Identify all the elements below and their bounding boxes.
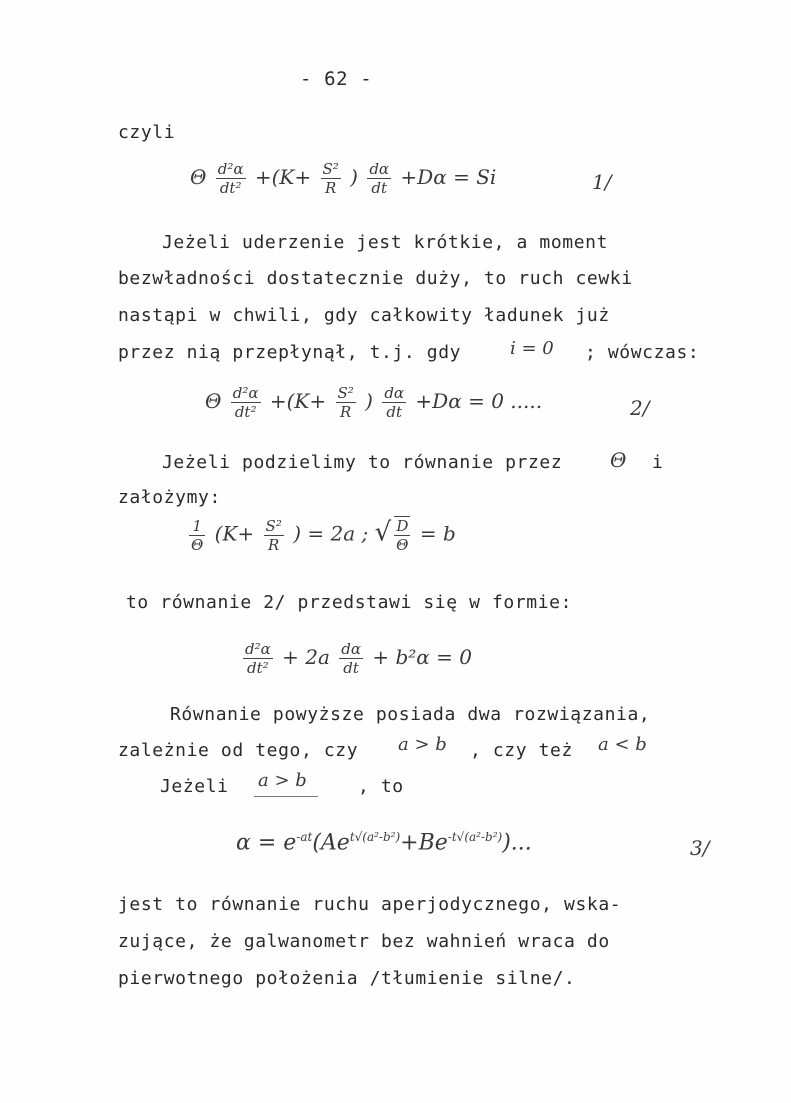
text-line-6: Jeżeli podzielimy to równanie przez <box>162 452 563 473</box>
eq1-close: ) <box>350 165 358 189</box>
equation-reduced <box>240 640 472 677</box>
page-number: - 62 - <box>300 68 373 90</box>
def-one: 1 <box>189 517 205 536</box>
eq1-second-derivative <box>216 160 246 197</box>
eq1-s2-over-r <box>321 160 341 197</box>
definition-equation <box>186 516 456 554</box>
eq2-close: ) <box>365 389 373 413</box>
def-rest: ) = 2a ; <box>293 521 369 546</box>
eq3-first-derivative <box>339 640 363 677</box>
eq2-theta: Θ <box>205 389 222 413</box>
eq2-s2: S² <box>337 384 354 402</box>
def-one-over-theta <box>189 517 205 554</box>
eq2-d2-num: d²α <box>232 384 259 402</box>
eq1-first-derivative <box>367 160 391 197</box>
text-line-12: jest to równanie ruchu aperjodycznego, wska- <box>118 894 622 915</box>
condition-a-lt-b: a < b <box>598 734 647 755</box>
theta-symbol: Θ <box>610 448 627 472</box>
eq3-d2-num: d²α <box>245 640 271 658</box>
def-theta2: Θ <box>396 536 409 554</box>
text-line-11b: , to <box>358 776 404 797</box>
text-line-10b: , czy też <box>470 740 573 761</box>
eq1-d2-den: dt² <box>219 179 242 197</box>
text-line-3: bezwładności dostatecznie duży, to ruch cewki <box>118 268 633 289</box>
eq1-r: R <box>325 179 337 197</box>
handwritten-underline <box>254 796 318 797</box>
equation-3 <box>236 830 532 855</box>
condition-a-gt-b: a > b <box>398 734 447 755</box>
def-mid: (K+ <box>214 521 255 546</box>
eq4-lhs: α = e <box>236 830 297 856</box>
equation-1 <box>190 160 496 197</box>
def-s2: S² <box>265 516 282 535</box>
text-line-5: przez nią przepłynął, t.j. gdy <box>118 342 462 363</box>
eq2-second-derivative <box>231 384 261 421</box>
eq3-d2-den: dt² <box>247 659 269 677</box>
text-line-4: nastąpi w chwili, gdy całkowity ładunek już <box>118 305 610 326</box>
text-line-7: założymy: <box>118 487 221 508</box>
equation-2 <box>205 384 542 421</box>
def-theta: Θ <box>191 535 204 554</box>
eq2-da: dα <box>384 384 405 402</box>
eq3-dt: dt <box>343 659 359 677</box>
text-line-5b: ; wówczas: <box>585 342 700 363</box>
eq4-exp1: -at <box>296 830 313 844</box>
eq1-d2-num: d²α <box>217 160 244 178</box>
def-d-over-theta <box>394 516 410 554</box>
text-line-9: Równanie powyższe posiada dwa rozwiązania, <box>170 704 651 725</box>
text-line-11: Jeżeli <box>160 776 229 797</box>
eq1-mid: +(K+ <box>254 165 312 189</box>
eq2-dt: dt <box>386 403 403 421</box>
eq4-close: )... <box>502 830 532 856</box>
def-s2-over-r <box>264 517 284 554</box>
i-equals-zero: i = 0 <box>510 338 554 359</box>
eq1-theta: Θ <box>190 165 207 189</box>
sqrt-symbol: √ <box>374 517 392 548</box>
text-line-6b: i <box>652 452 664 473</box>
eq2-r: R <box>340 403 352 421</box>
eq1-tag: 1/ <box>592 170 612 194</box>
text-line-14: pierwotnego położenia /tłumienie silne/. <box>118 968 576 989</box>
eq3-tag: 3/ <box>690 836 710 860</box>
eq3-da: dα <box>341 640 361 658</box>
condition-a-gt-b-2: a > b <box>258 770 307 791</box>
eq4-open: (Ae <box>312 830 350 856</box>
eq4-exp2: t√(a²-b²) <box>349 830 401 844</box>
eq4-exp3: -t√(a²-b²) <box>447 830 503 844</box>
text-line-13: zujące, że galwanometr bez wahnień wraca do <box>118 931 610 952</box>
text-line-2: Jeżeli uderzenie jest krótkie, a moment <box>162 232 609 253</box>
def-d: D <box>394 517 410 536</box>
eq3-second-derivative <box>243 640 273 677</box>
eq1-tail: +Dα = Si <box>400 165 497 189</box>
eq3-tail: + b²α = 0 <box>372 645 472 669</box>
eq2-s2-over-r <box>336 384 356 421</box>
eq2-tag: 2/ <box>630 396 650 420</box>
def-b: = b <box>419 521 456 546</box>
text-line-czyli: czyli <box>118 122 176 143</box>
eq1-dt: dt <box>371 179 388 197</box>
eq3-mid: + 2a <box>282 645 330 669</box>
eq1-da: dα <box>369 160 390 178</box>
eq2-mid: +(K+ <box>269 389 327 413</box>
eq2-d2-den: dt² <box>234 403 257 421</box>
text-line-10: zależnie od tego, czy <box>118 740 359 761</box>
def-r: R <box>268 535 280 554</box>
eq2-tail: +Dα = 0 ..... <box>415 389 543 413</box>
eq4-mid: +Be <box>400 830 448 856</box>
text-line-8: to równanie 2/ przedstawi się w formie: <box>126 592 573 613</box>
eq2-first-derivative <box>382 384 406 421</box>
eq1-s2: S² <box>322 160 339 178</box>
